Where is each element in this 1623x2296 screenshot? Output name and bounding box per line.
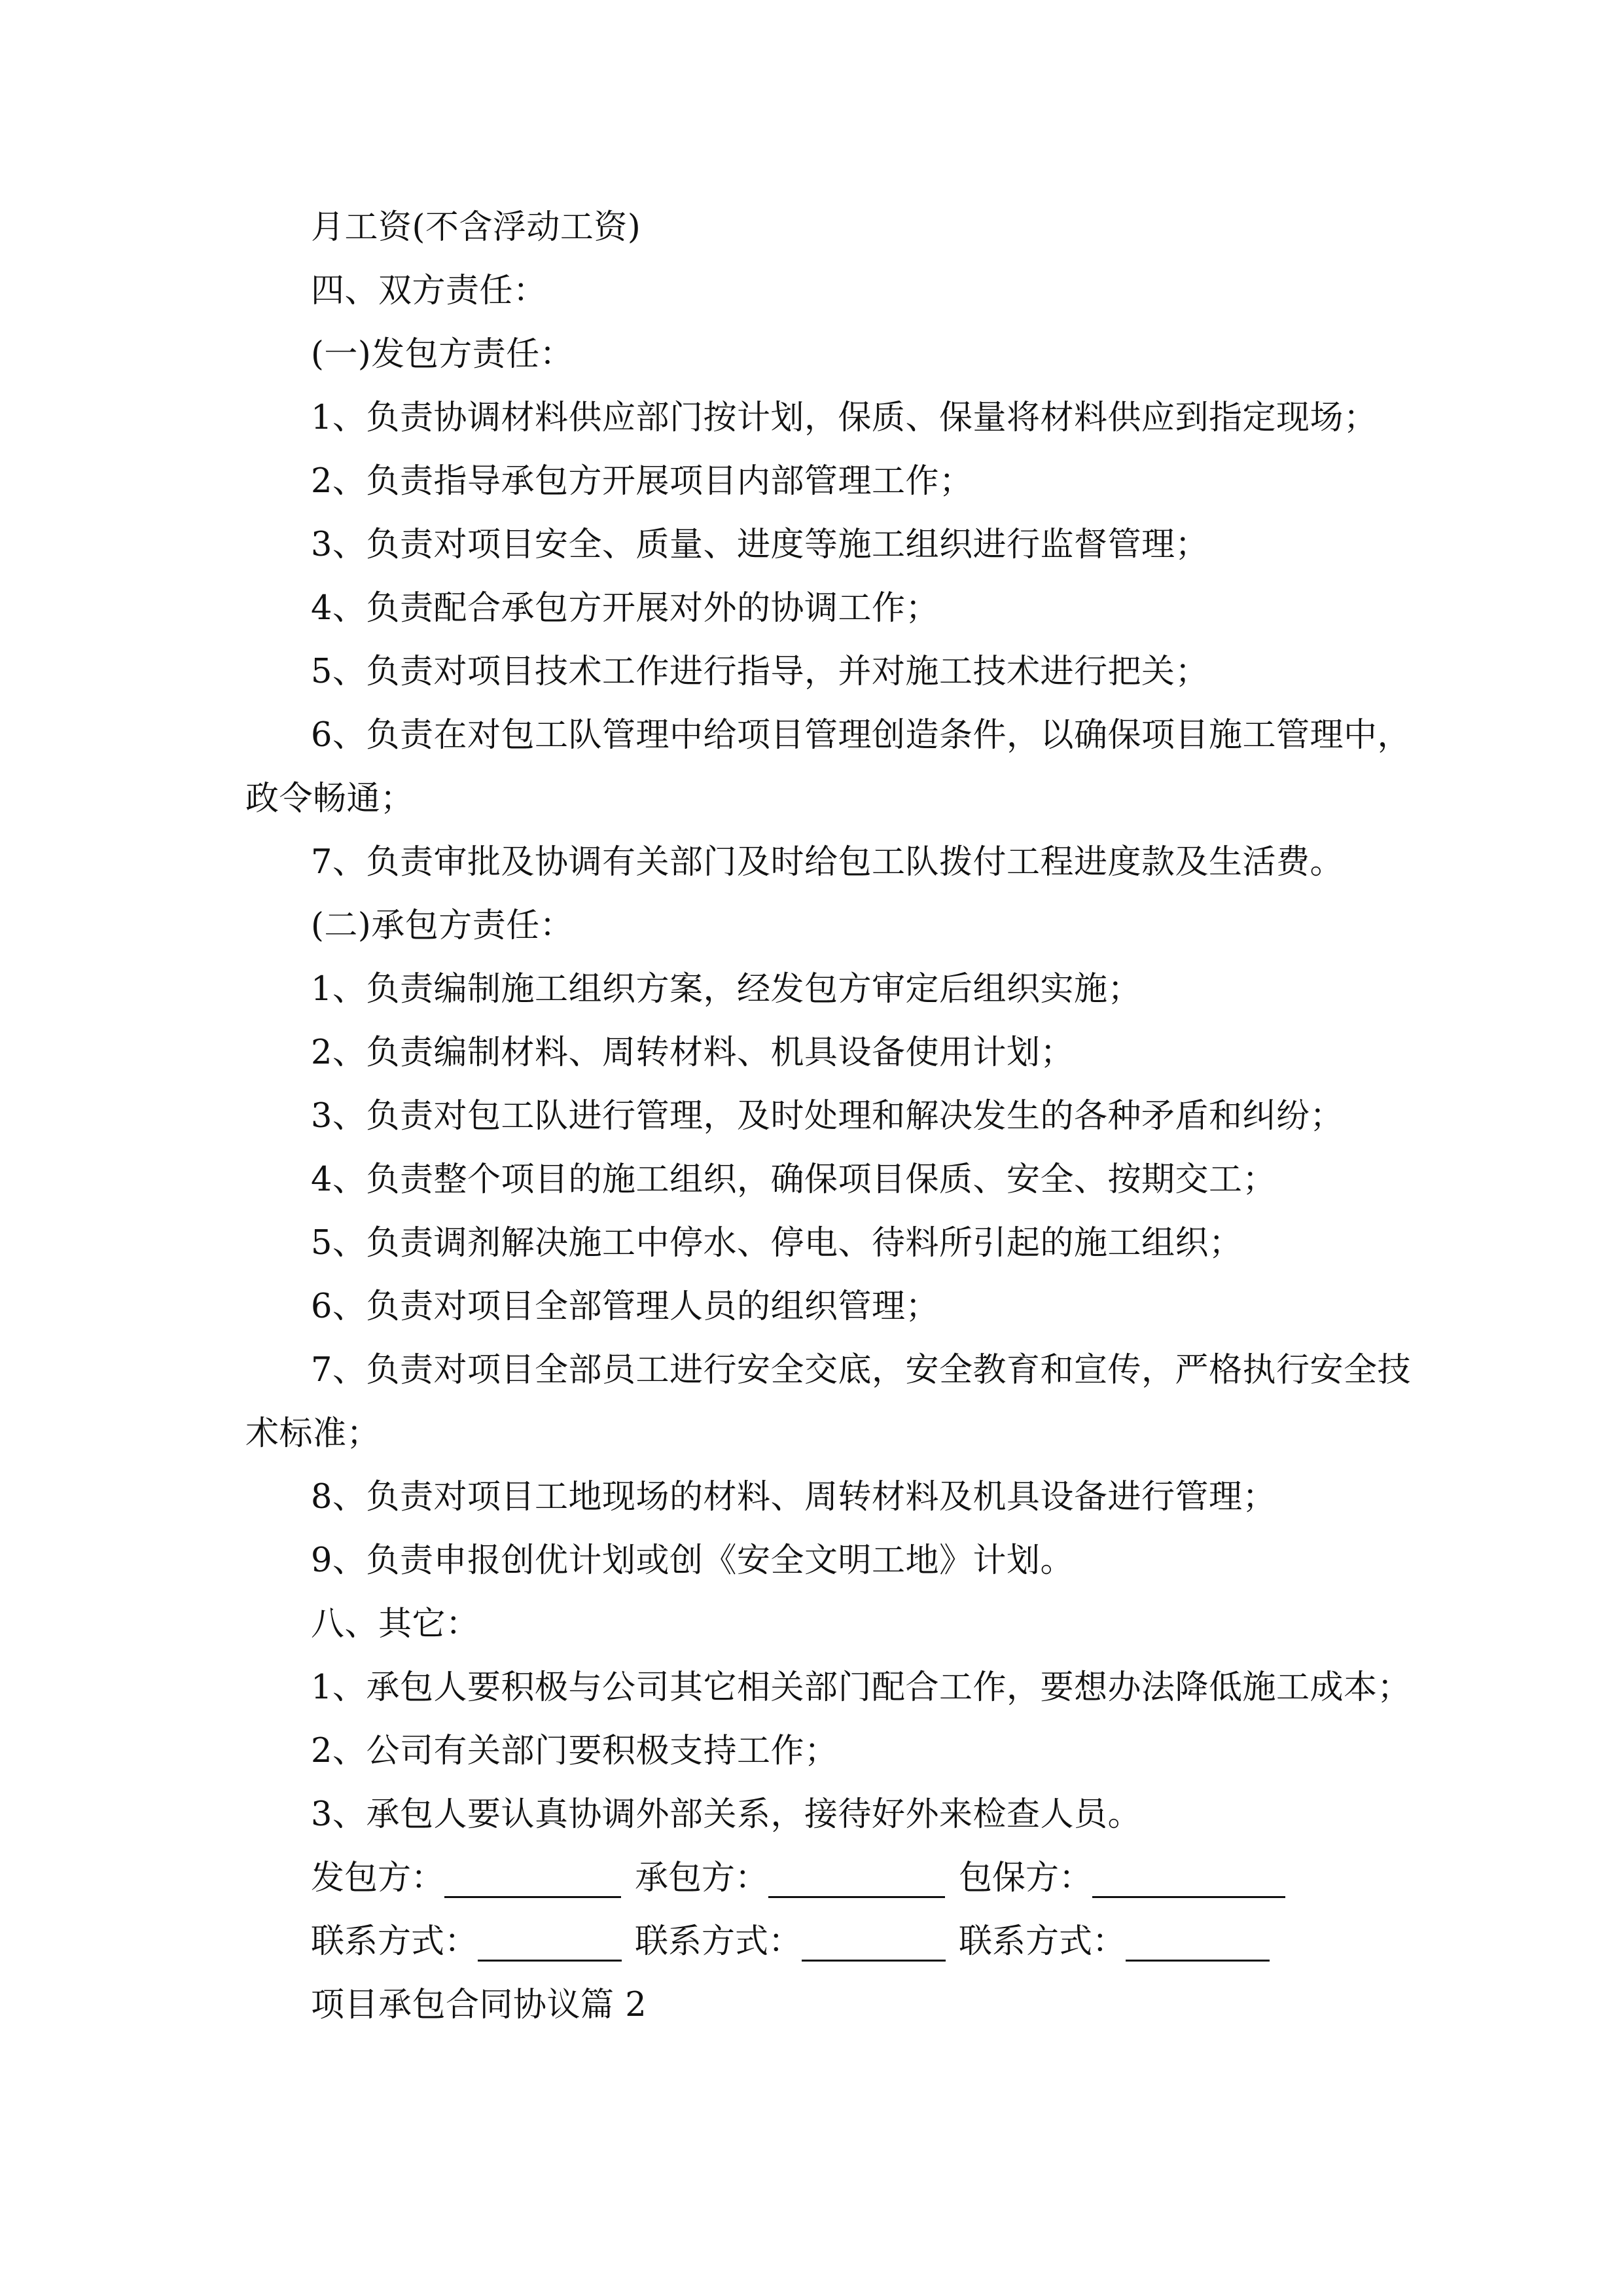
party-a-signature [311,1859,621,1898]
subsection-heading-contractor: (二)承包方责任： [311,906,574,945]
employer-item-4: 4、负责配合承包方开展对外的协调工作； [311,589,939,628]
other-item-1: 1、承包人要积极与公司其它相关部门配合工作，要想办法降低施工成本； [311,1668,1411,1707]
employer-item-2: 2、负责指导承包方开展项目内部管理工作； [311,462,973,501]
contractor-item-2: 2、负责编制材料、周转材料、机具设备使用计划； [311,1033,1074,1072]
contractor-item-6: 6、负责对项目全部管理人员的组织管理； [311,1287,939,1326]
contractor-item-3: 3、负责对包工队进行管理，及时处理和解决发生的各种矛盾和纠纷； [311,1097,1344,1136]
contact-b-label: 联系方式： [635,1922,802,1961]
guarantor-blank[interactable] [1092,1863,1285,1898]
contact-b [635,1922,946,1962]
contractor-item-1: 1、负责编制施工组织方案，经发包方审定后组织实施； [311,970,1141,1009]
next-contract-heading: 项目承包合同协议篇 2 [311,1986,647,2024]
employer-item-6-continued: 政令畅通； [245,780,414,818]
contact-c [959,1922,1270,1962]
section-heading-responsibilities: 四、双方责任： [311,272,547,310]
contact-c-label: 联系方式： [959,1922,1126,1961]
contractor-item-4: 4、负责整个项目的施工组织，确保项目保质、安全、按期交工； [311,1160,1276,1199]
other-item-3: 3、承包人要认真协调外部关系，接待好外来检查人员。 [311,1795,1141,1834]
contact-a [311,1922,622,1962]
contractor-item-5: 5、负责调剂解决施工中停水、停电、待料所引起的施工组织； [311,1224,1243,1263]
contractor-item-9: 9、负责申报创优计划或创《安全文明工地》计划。 [311,1541,1074,1580]
party-a-blank[interactable] [444,1863,621,1898]
contact-b-blank[interactable] [802,1927,946,1962]
contact-a-blank[interactable] [478,1927,622,1962]
employer-item-6: 6、负责在对包工队管理中给项目管理创造条件，以确保项目施工管理中， [311,716,1411,755]
party-b-signature [635,1859,945,1898]
guarantor-label: 包保方： [959,1859,1093,1897]
employer-item-7: 7、负责审批及协调有关部门及时给包工队拨付工程进度款及生活费。 [311,843,1344,882]
contractor-item-8: 8、负责对项目工地现场的材料、周转材料及机具设备进行管理； [311,1478,1276,1516]
guarantor-signature [959,1859,1285,1898]
party-b-label: 承包方： [635,1859,769,1897]
section-heading-other: 八、其它： [311,1605,480,1643]
other-item-2: 2、公司有关部门要积极支持工作； [311,1732,838,1770]
party-a-label: 发包方： [311,1859,445,1897]
employer-item-5: 5、负责对项目技术工作进行指导，并对施工技术进行把关； [311,653,1209,691]
salary-line: 月工资(不含浮动工资) [311,208,641,247]
contact-a-label: 联系方式： [311,1922,478,1961]
party-b-blank[interactable] [768,1863,945,1898]
subsection-heading-employer: (一)发包方责任： [311,335,574,374]
employer-item-3: 3、负责对项目安全、质量、进度等施工组织进行监督管理； [311,526,1209,564]
contractor-item-7-continued: 术标准； [245,1414,381,1453]
contractor-item-7: 7、负责对项目全部员工进行安全交底，安全教育和宣传，严格执行安全技 [311,1351,1411,1390]
employer-item-1: 1、负责协调材料供应部门按计划，保质、保量将材料供应到指定现场； [311,399,1378,437]
contact-c-blank[interactable] [1126,1927,1270,1962]
